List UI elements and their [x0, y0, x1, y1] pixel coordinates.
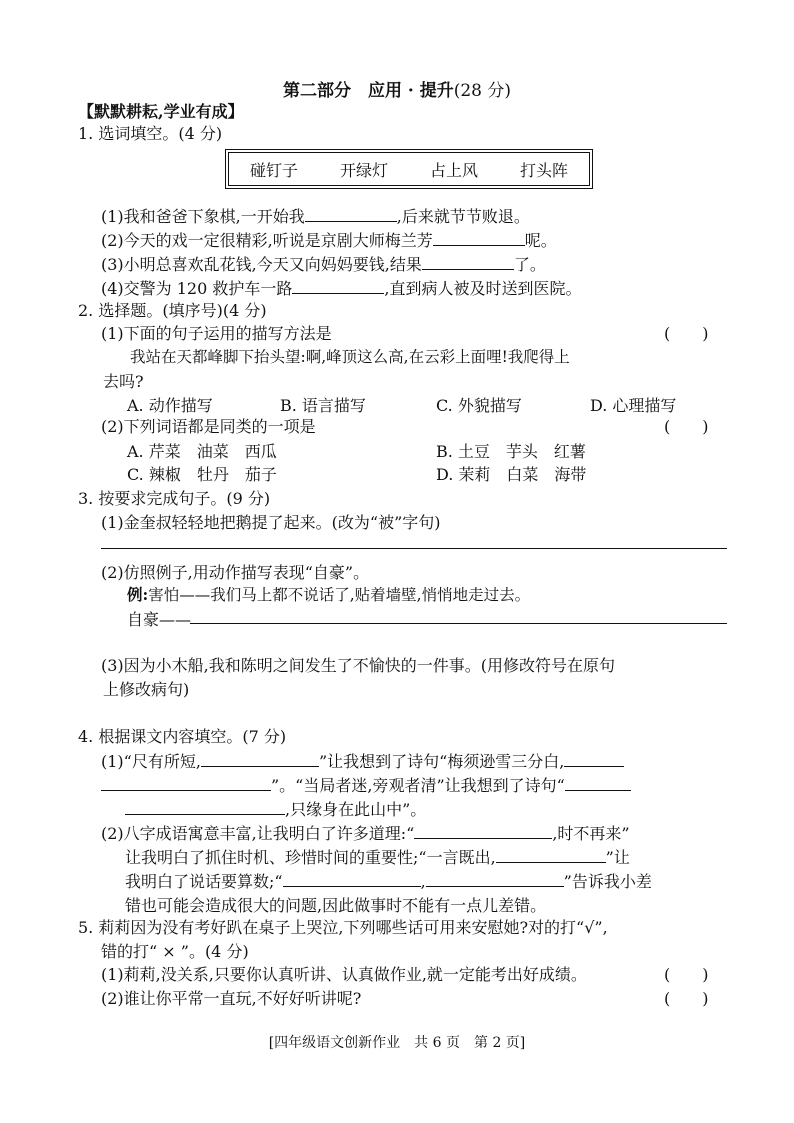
option-b[interactable]: B. 语言描写	[280, 396, 366, 415]
q1-item-2: (2)今天的戏一定很精彩,听说是京剧大师梅兰芳 呢。	[101, 231, 557, 250]
answer-paren[interactable]: ( )	[664, 989, 709, 1008]
page-title: 第二部分 应用 · 提升(28 分)	[282, 81, 512, 101]
q3-sub-3-cont: 上修改病句)	[103, 680, 190, 699]
answer-line[interactable]	[190, 623, 727, 624]
q2-sentence: 我站在天都峰脚下抬头望:啊,峰顶这么高,在云彩上面哩!我爬得上	[130, 348, 570, 366]
q5-sub-1: (1)莉莉,没关系,只要你认真听讲、认真做作业,就一定能考出好成绩。	[101, 965, 587, 984]
fill-blank[interactable]	[305, 207, 397, 222]
option-b[interactable]: B. 土豆 芋头 红薯	[436, 442, 586, 461]
q4-line-2: ”。“当局者迷,旁观者清”让我想到了诗句“	[101, 773, 631, 796]
fill-blank[interactable]	[125, 800, 285, 815]
q3-sub-3: (3)因为小木船,我和陈明之间发生了不愉快的一件事。(用修改符号在原句	[101, 656, 615, 675]
q1-heading: 1. 选词填空。(4 分)	[78, 124, 223, 143]
fill-blank[interactable]	[433, 231, 525, 246]
q4-line-7: 错也可能会造成很大的问题,因此做事时不能有一点儿差错。	[125, 896, 547, 915]
q4-line-3: ,只缘身在此山中”。	[125, 797, 426, 820]
word-option: 开绿灯	[339, 160, 388, 180]
option-c[interactable]: C. 外貌描写	[436, 396, 522, 415]
q5-sub-2: (2)谁让你平常一直玩,不好好听讲呢?	[101, 989, 362, 1008]
q1-item-1: (1)我和爸爸下象棋,一开始我 ,后来就节节败退。	[101, 207, 530, 226]
q1-item-4: (4)交警为 120 救护车一路 ,直到病人被及时送到医院。	[101, 279, 582, 298]
fill-blank[interactable]	[565, 776, 631, 791]
answer-line[interactable]	[101, 548, 727, 549]
q2-sub-1: (1)下面的句子运用的描写方法是	[101, 324, 332, 343]
word-option: 打头阵	[519, 160, 568, 180]
word-option: 碰钉子	[249, 160, 298, 180]
answer-paren[interactable]: ( )	[664, 965, 709, 984]
fill-blank[interactable]	[426, 872, 564, 887]
section-heading: 【默默耕耘,学业有成】	[78, 102, 244, 121]
q4-line-1: (1)“尺有所短, ”让我想到了诗句“梅须逊雪三分白,	[101, 749, 624, 772]
option-a[interactable]: A. 芹菜 油菜 西瓜	[127, 442, 277, 461]
q3-sub-1: (1)金奎叔轻轻地把鹅提了起来。(改为“被”字句)	[101, 513, 441, 532]
option-d[interactable]: D. 茉莉 白菜 海带	[436, 465, 587, 484]
fill-blank[interactable]	[564, 752, 624, 767]
q4-line-6: 我明白了说话要算数;“ , ”告诉我小差	[125, 872, 652, 891]
option-d[interactable]: D. 心理描写	[590, 396, 677, 415]
word-option: 占上风	[429, 160, 478, 180]
q5-heading-cont: 错的打“ × ”。(4 分)	[101, 942, 249, 961]
q1-item-3: (3)小明总喜欢乱花钱,今天又向妈妈要钱,结果 了。	[101, 255, 546, 274]
q3-example: 例:害怕——我们马上都不说话了,贴着墙壁,悄悄地走过去。	[127, 585, 531, 604]
q2-heading: 2. 选择题。(填序号)(4 分)	[78, 301, 267, 320]
fill-blank[interactable]	[422, 255, 514, 270]
q3-answer-label: 自豪——	[127, 610, 192, 629]
fill-blank[interactable]	[201, 752, 319, 767]
word-bank-box	[228, 152, 590, 186]
fill-blank[interactable]	[292, 279, 384, 294]
option-a[interactable]: A. 动作描写	[127, 396, 213, 415]
q3-heading: 3. 按要求完成句子。(9 分)	[78, 489, 271, 508]
fill-blank[interactable]	[496, 848, 606, 863]
q4-line-5: 让我明白了抓住时机、珍惜时间的重要性;“一言既出, ”让	[125, 848, 630, 867]
page-footer: [四年级语文创新作业 共 6 页 第 2 页]	[268, 1035, 526, 1051]
answer-paren[interactable]: ( )	[664, 324, 709, 343]
q5-heading: 5. 莉莉因为没有考好趴在桌子上哭泣,下列哪些话可用来安慰她?对的打“√”,	[78, 918, 608, 937]
q4-line-4: (2)八字成语寓意丰富,让我明白了许多道理:“ ,时不再来”	[101, 824, 630, 843]
q4-heading: 4. 根据课文内容填空。(7 分)	[78, 727, 287, 746]
q3-sub-2: (2)仿照例子,用动作描写表现“自豪”。	[101, 563, 370, 582]
fill-blank[interactable]	[101, 776, 271, 791]
option-c[interactable]: C. 辣椒 牡丹 茄子	[127, 465, 277, 484]
fill-blank[interactable]	[283, 872, 421, 887]
fill-blank[interactable]	[414, 824, 552, 839]
answer-paren[interactable]: ( )	[664, 417, 709, 436]
q2-sentence-cont: 去吗?	[103, 372, 144, 391]
q2-sub-2: (2)下列词语都是同类的一项是	[101, 417, 316, 436]
